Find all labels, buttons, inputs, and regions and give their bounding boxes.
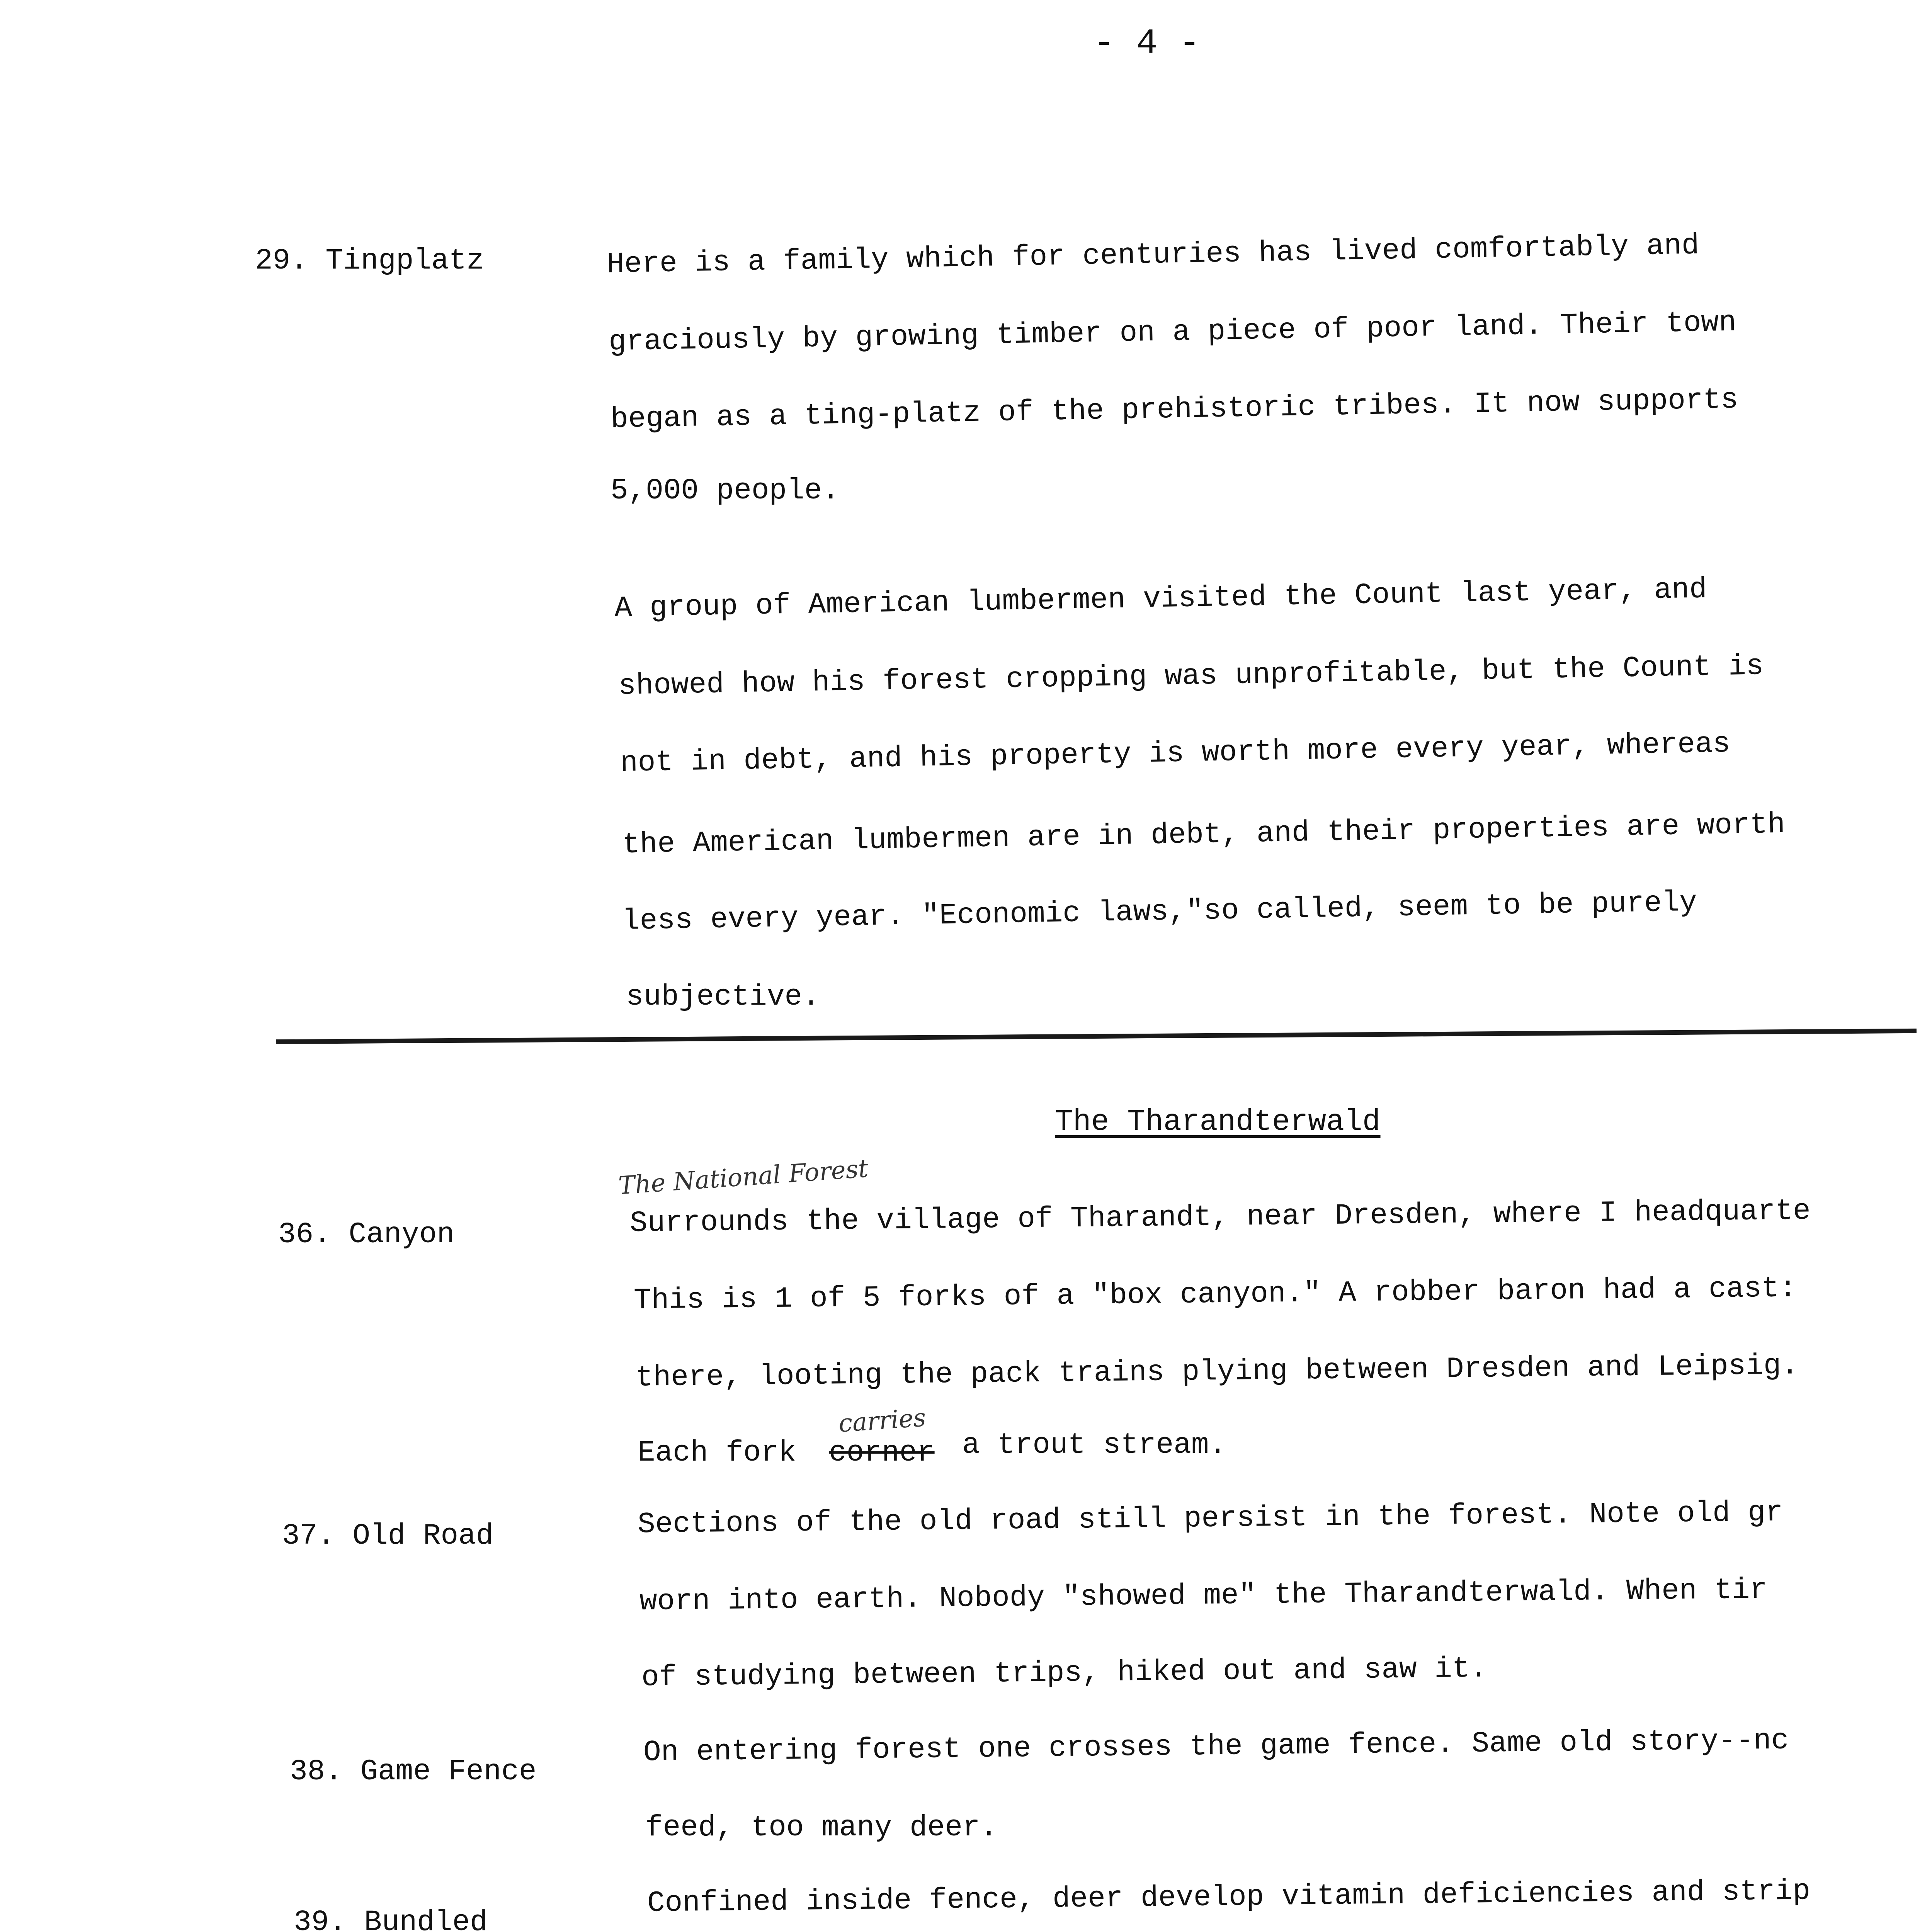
entry-line: worn into earth. Nobody "showed me" the Tharandterwald. When tir xyxy=(639,1573,1768,1619)
paragraph-line: not in debt, and his property is worth more every year, whereas xyxy=(620,727,1731,780)
entry-line: a trout stream. xyxy=(962,1429,1227,1462)
struck-word: corner xyxy=(829,1436,935,1469)
paragraph-line: subjective. xyxy=(626,980,820,1014)
paragraph-line: began as a ting-platz of the prehistoric tribes. It now supports xyxy=(610,383,1739,436)
entry-label-game-fence: 38. Game Fence xyxy=(290,1755,537,1788)
paragraph-line: the American lumbermen are in debt, and their properties are worth xyxy=(622,808,1786,862)
section-divider xyxy=(276,1029,1917,1044)
section-heading: The Tharandterwald xyxy=(1055,1105,1381,1139)
entry-label-bundled-trees: 39. Bundled xyxy=(294,1906,488,1932)
handwritten-correction: carries xyxy=(837,1403,927,1438)
paragraph-line: 5,000 people. xyxy=(611,474,840,507)
entry-label-old-road: 37. Old Road xyxy=(282,1519,494,1553)
entry-label-tingplatz: 29. Tingplatz xyxy=(255,244,484,277)
entry-line: Confined inside fence, deer develop vitamin deficiencies and strip xyxy=(647,1874,1811,1920)
paragraph-line: showed how his forest cropping was unprofitable, but the Count is xyxy=(618,650,1764,703)
page-number: - 4 - xyxy=(1094,23,1201,64)
entry-line: of studying between trips, hiked out and saw it. xyxy=(641,1652,1488,1694)
paragraph-line: graciously by growing timber on a piece of poor land. Their town xyxy=(608,306,1737,359)
entry-line: Surrounds the village of Tharandt, near Dresden, where I headquarte xyxy=(629,1194,1811,1240)
entry-line: there, looting the pack trains plying between Dresden and Leipsig. xyxy=(635,1349,1799,1395)
paragraph-line: less every year. "Economic laws,"so called, seem to be purely xyxy=(622,886,1697,938)
handwritten-annotation: The National Forest xyxy=(617,1154,869,1201)
entry-line: feed, too many deer. xyxy=(645,1811,998,1844)
entry-label-canyon: 36. Canyon xyxy=(278,1218,455,1251)
entry-line: On entering forest one crosses the game fence. Same old story--nc xyxy=(643,1724,1789,1769)
entry-line: This is 1 of 5 forks of a "box canyon." A robber baron had a cast: xyxy=(633,1272,1797,1317)
entry-line: Each fork xyxy=(638,1436,796,1469)
entry-line: Sections of the old road still persist in the forest. Note old gr xyxy=(637,1496,1783,1541)
paragraph-line: A group of American lumbermen visited the Count last year, and xyxy=(614,573,1708,625)
paragraph-line: Here is a family which for centuries has lived comfortably and xyxy=(606,229,1700,281)
